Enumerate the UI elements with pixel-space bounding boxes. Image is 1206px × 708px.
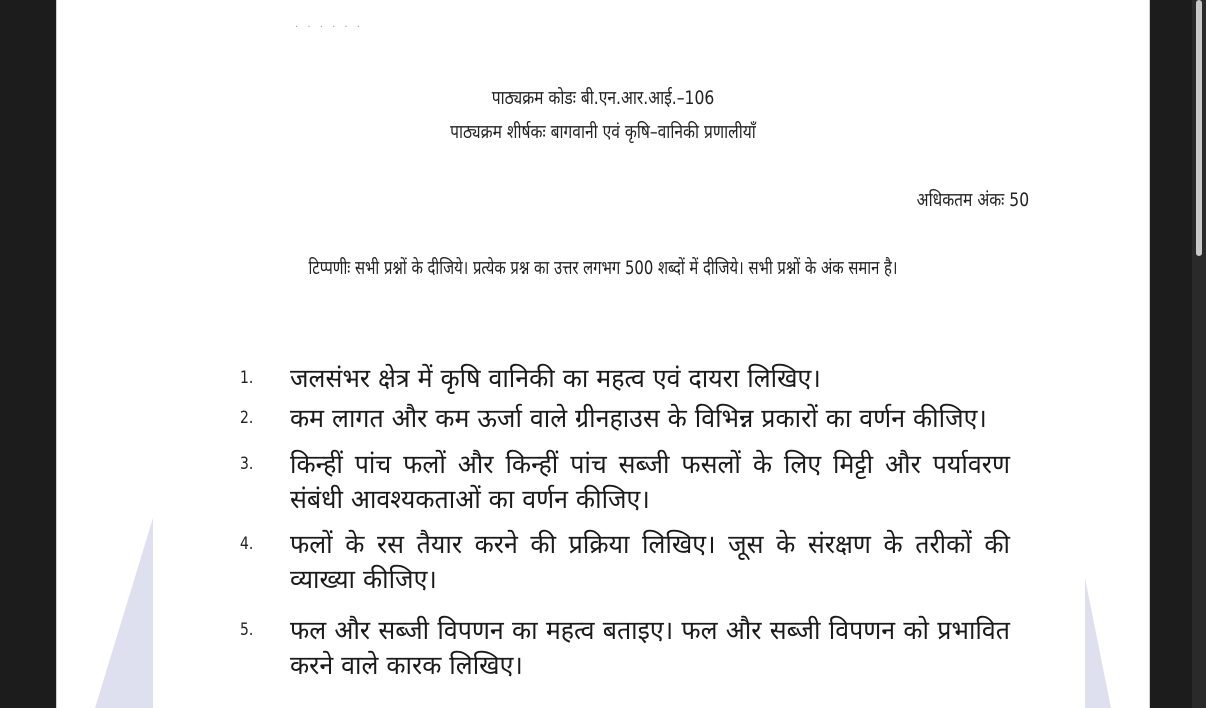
question-text: किन्हीं पांच फलों और किन्हीं पांच सब्जी फसलों के लिए मिट्टी और पर्यावरण संबंधी आवश्यकताओं का वर्णन कीजिए। [290,450,1010,515]
watermark-right-arc [1085,578,1111,708]
question-number: 3. [240,454,254,474]
question-number: 1. [240,368,254,388]
document-page [56,0,1150,708]
watermark-left-arc [95,518,153,708]
course-title: पाठ्यक्रम शीर्षकः बागवानी एवं कृषि–वानिकी प्रणालीयाँ [450,121,756,143]
vertical-scrollbar[interactable] [1192,0,1206,708]
question-text: फल और सब्जी विपणन का महत्व बताइए। फल और सब्जी विपणन को प्रभावित करने वाले कारक लिखिए। [290,616,1010,681]
question-text: फलों के रस तैयार करने की प्रक्रिया लिखिए। जूस के संरक्षण के तरीकों की व्याख्या कीजिए। [290,530,1010,595]
question-text: कम लागत और कम ऊर्जा वाले ग्रीनहाउस के विभिन्न प्रकारों का वर्णन कीजिए। [290,404,987,434]
scrollbar-thumb[interactable] [1196,0,1202,256]
scan-smudge: · · · · · · [295,22,363,33]
question-number: 5. [240,620,254,640]
question-number: 4. [240,534,254,554]
question-number: 2. [240,408,254,428]
course-code: पाठ्यक्रम कोडः बी.एन.आर.आई.–106 [491,87,715,109]
max-marks: अधिकतम अंकः 50 [916,189,1029,211]
instructions-note: टिप्पणीः सभी प्रश्नों के दीजिये। प्रत्येक प्रश्न का उत्तर लगभग 500 शब्दों में दीजिये। सभी प्रश्नों के अंक समान है। [308,257,898,279]
question-text: जलसंभर क्षेत्र में कृषि वानिकी का महत्व एवं दायरा लिखिए। [290,364,821,394]
